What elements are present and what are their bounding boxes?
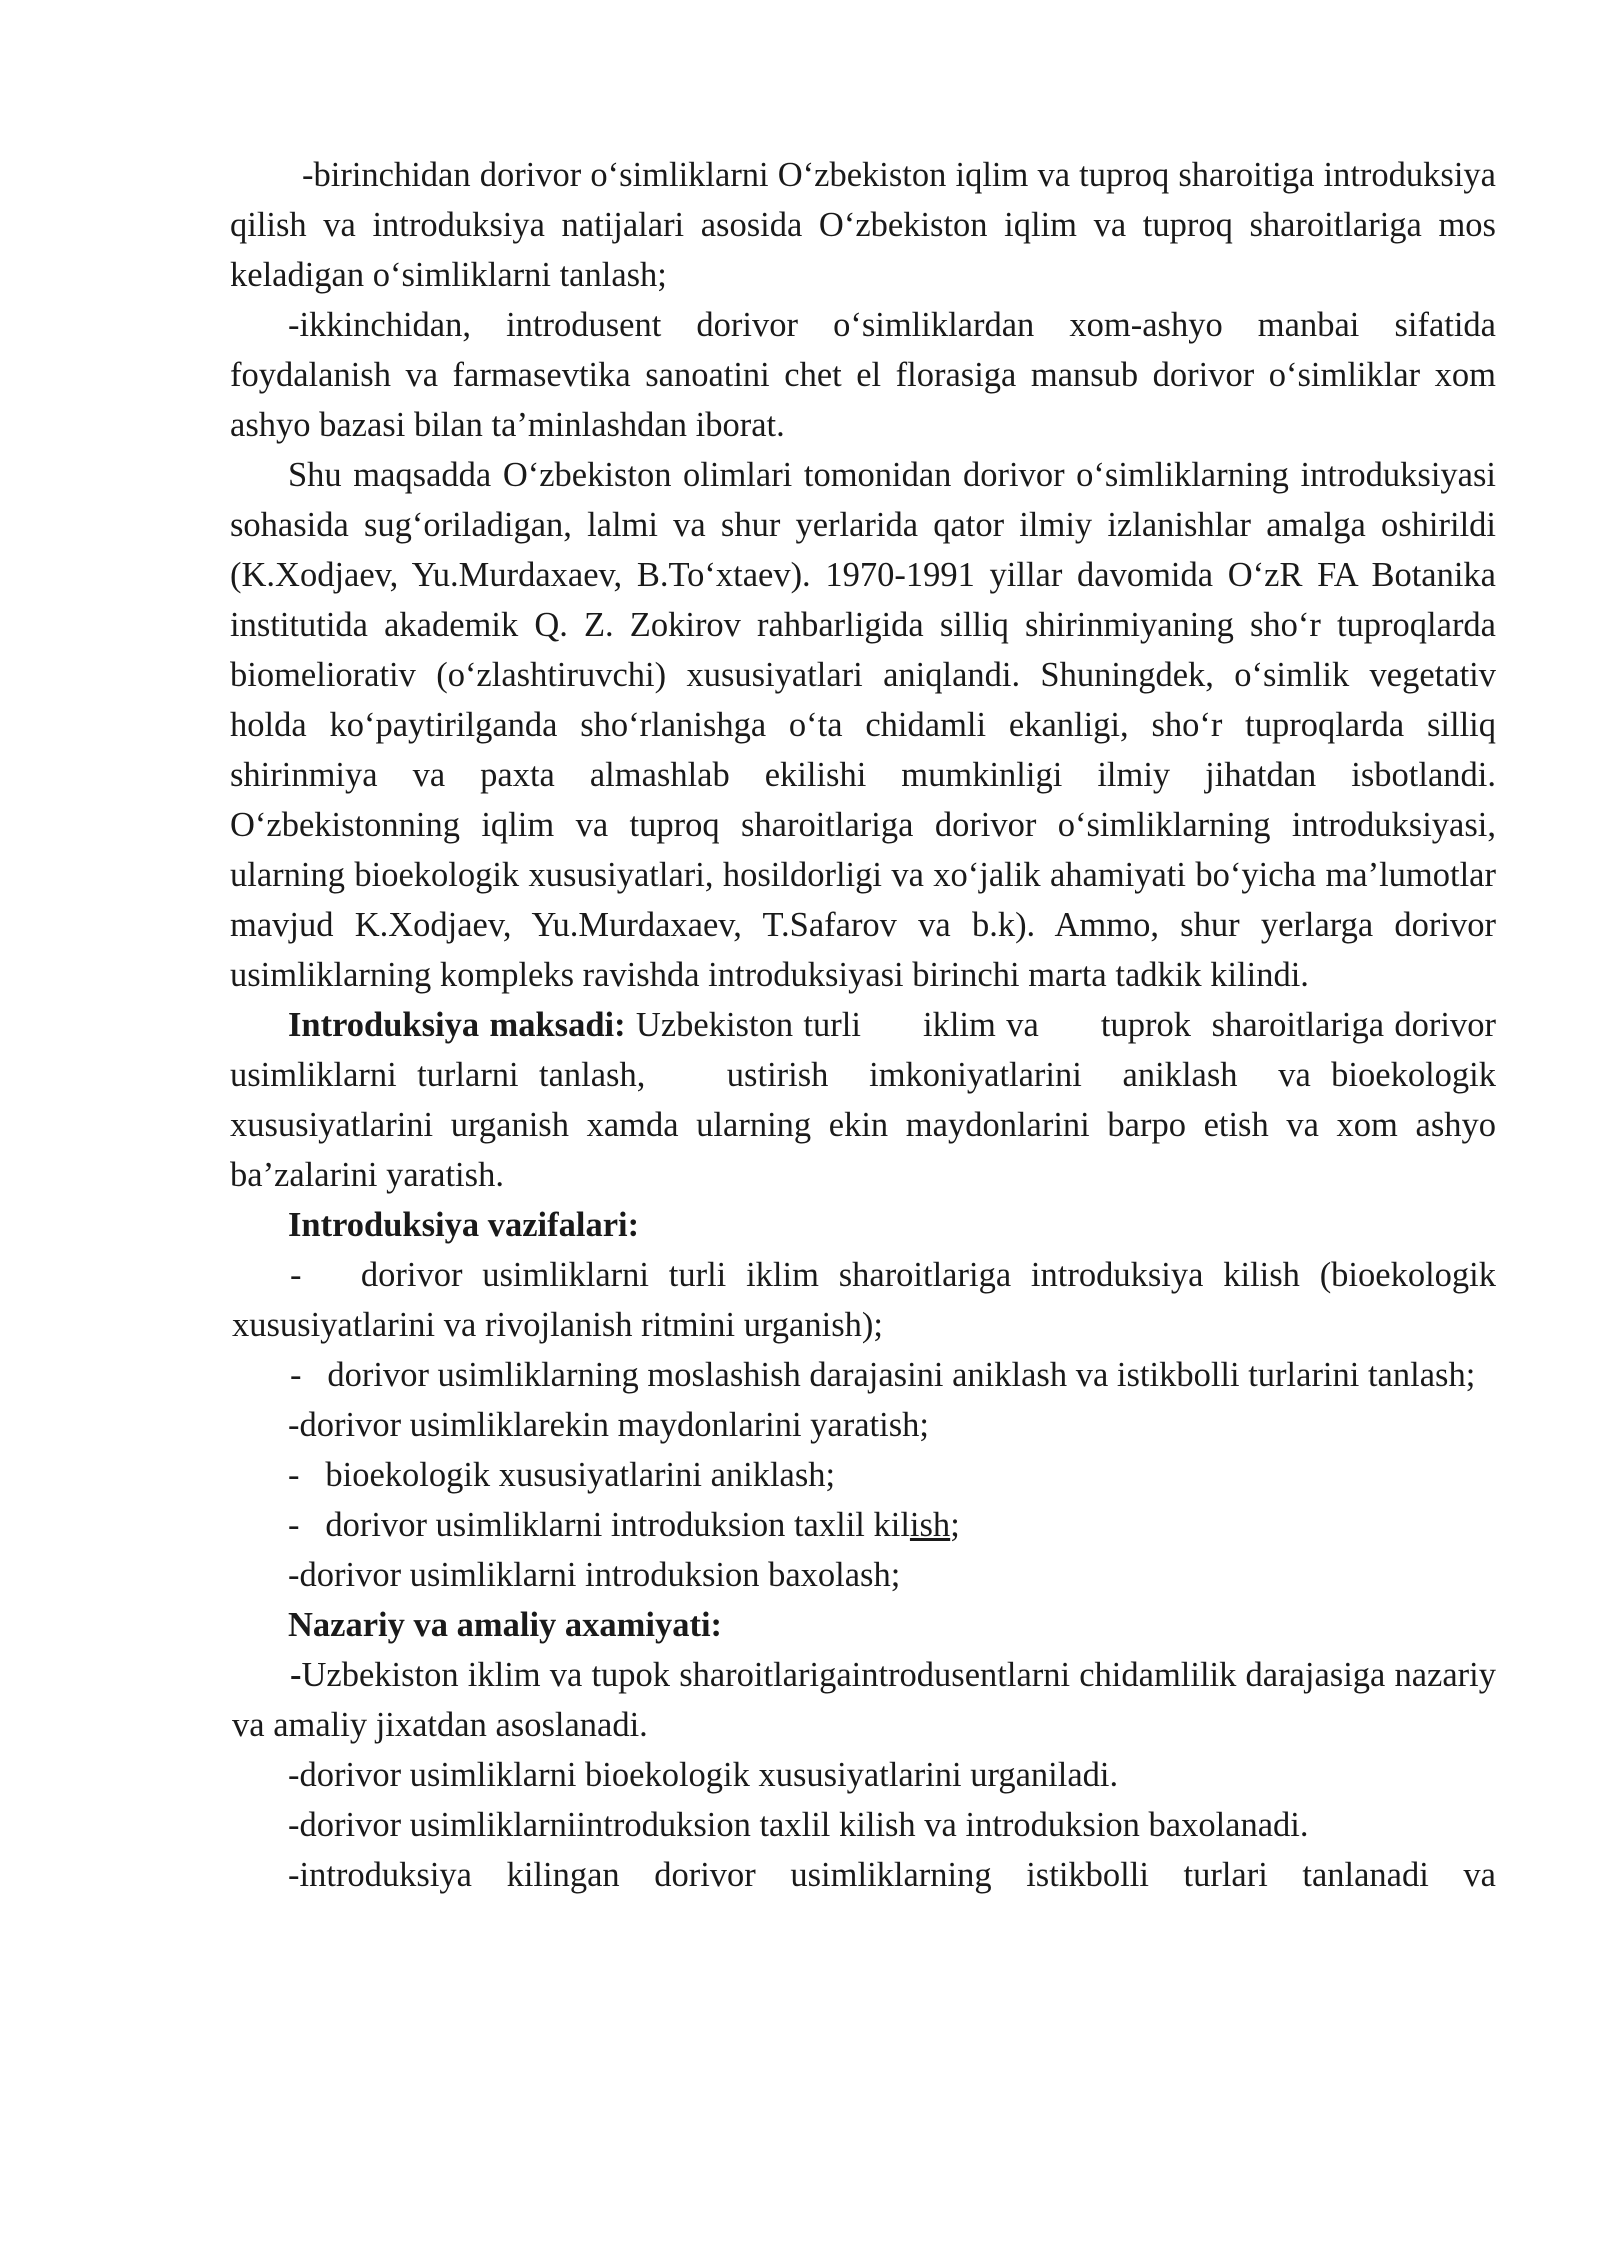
task-item-4: - bioekologik xususiyatlarini aniklash; <box>288 1456 836 1494</box>
task-item-5 <box>230 1500 1496 1550</box>
significance-item-1-dash: - <box>290 1656 302 1694</box>
task-item-3: -dorivor usimliklarekin maydonlarini yaratish; <box>288 1406 929 1444</box>
task-item-5-text: - dorivor usimliklarni introduksion taxlil kil <box>288 1506 910 1544</box>
introduction-aim-text: Uzbekiston turli iklim va tuprok sharoitlariga dorivor usimliklarni turlarni tanlash, ustirish imkoniyatlarini aniklash va bioekologik xususiyatlarini urganish xamda ularning ekin maydonlarini barpo etish va xom ashyo ba’zalarini yaratish. <box>230 1006 1548 1194</box>
paragraph-introduction-aim <box>230 1000 1548 1200</box>
significance-item-2: -dorivor usimliklarni bioekologik xususiyatlarini urganiladi. <box>288 1756 1119 1794</box>
significance-item-1 <box>230 1650 1496 1750</box>
heading-theoretical-practical-significance: Nazariy va amaliy axamiyati: <box>288 1606 723 1644</box>
paragraph-goals-second: -ikkinchidan, introdusent dorivor o‘simliklardan xom-ashyo manbai sifatida foydalanish va farmasevtika sanoatini chet el florasiga mansub dorivor o‘simliklar xom ashyo bazasi bilan ta’minlashdan iborat. <box>230 306 1496 444</box>
heading-introduction-tasks: Introduksiya vazifalari: <box>288 1206 640 1244</box>
task-item-5-end: ; <box>950 1506 960 1544</box>
significance-item-4: -introduksiya kilingan dorivor usimliklarning istikbolli turlari tanlanadi va <box>288 1856 1496 1894</box>
document-page <box>230 150 1548 1900</box>
task-item-5-underlined: ish <box>909 1506 951 1544</box>
significance-item-3: -dorivor usimliklarniintroduksion taxlil kilish va introduksion baxolanadi. <box>288 1806 1309 1844</box>
paragraph-goals-first: -birinchidan dorivor o‘simliklarni O‘zbekiston iqlim va tuproq sharoitiga introduksiya qilish va introduksiya natijalari asosida O‘zbekiston iqlim va tuproq sharoitlariga mos keladigan o‘simliklarni tanlash; <box>230 156 1496 294</box>
paragraph-research: Shu maqsadda O‘zbekiston olimlari tomonidan dorivor o‘simliklarning introduksiyasi sohasida sug‘oriladigan, lalmi va shur yerlarida qator ilmiy izlanishlar amalga oshirildi (K.Xodjaev, Yu.Murdaxaev, B.To‘xtaev). 1970-1991 yillar davomida O‘zR FA Botanika institutida akademik Q. Z. Zokirov rahbarligida silliq shirinmiyaning sho‘r tuproqlarda biomeliorativ (o‘zlashtiruvchi) xususiyatlari aniqlandi. Shuningdek, o‘simlik vegetativ holda ko‘paytirilganda sho‘rlanishga o‘ta chidamli ekanligi, sho‘r tuproqlarda silliq shirinmiya va paxta almashlab ekilishi mumkinligi ilmiy jihatdan isbotlandi. O‘zbekistonning iqlim va tuproq sharoitlariga dorivor o‘simliklarning introduksiyasi, ularning bioekologik xususiyatlari, hosildorligi va xo‘jalik ahamiyati bo‘yicha ma’lumotlar mavjud K.Xodjaev, Yu.Murdaxaev, T.Safarov va b.k). Ammo, shur yerlarga dorivor usimliklarning kompleks ravishda introduksiyasi birinchi marta tadkik kilindi. <box>230 456 1496 994</box>
heading-introduction-aim: Introduksiya maksadi: <box>288 1006 626 1044</box>
task-item-1: - dorivor usimliklarni turli iklim sharoitlariga introduksiya kilish (bioekologik xususiyatlarini va rivojlanish ritmini urganish); <box>232 1256 1505 1344</box>
significance-item-1-text: Uzbekiston iklim va tupok sharoitlarigaintrodusentlarni chidamlilik darajasiga nazariy va amaliy jixatdan asoslanadi. <box>232 1656 1496 1744</box>
task-item-2: - dorivor usimliklarning moslashish darajasini aniklash va istikbolli turlarini tanlash; <box>290 1356 1476 1394</box>
task-item-6: -dorivor usimliklarni introduksion baxolash; <box>288 1556 901 1594</box>
